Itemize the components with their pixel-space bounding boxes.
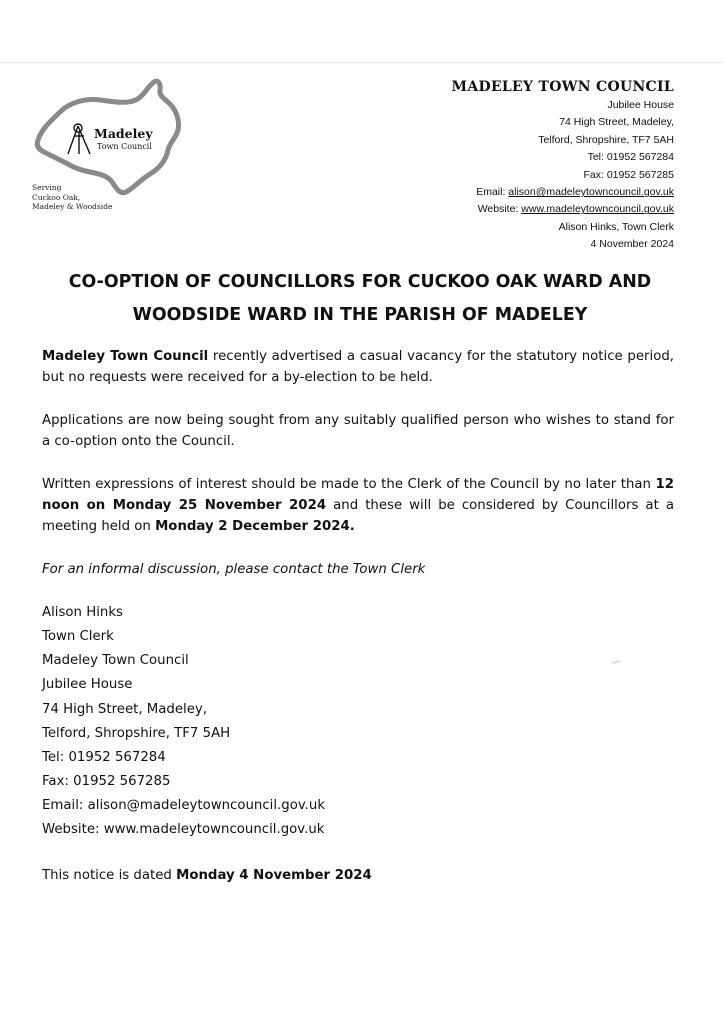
contact-line: Fax: 01952 567285 [42,774,171,790]
letterhead-tel: Tel: 01952 567284 [587,151,674,164]
notice-date-prefix: This notice is dated [42,868,177,883]
logo-subtitle: Town Council [97,142,152,151]
paragraph-applications: Applications are now being sought from any suitably qualified person who wishes to stand for a co-option onto the Council. [42,413,674,449]
deadline-bold: 12 noon on Monday 25 November 2024 [42,477,674,513]
paragraph-deadline [42,474,674,537]
logo-name: Madeley [94,126,153,141]
letterhead-date: 4 November 2024 [590,238,674,251]
contact-line: Alison Hinks [42,605,123,620]
contact-line: Website: www.madeleytowncouncil.gov.uk [42,822,325,838]
email-link[interactable]: alison@madeleytowncouncil.gov.uk [508,186,674,199]
letterhead [452,77,674,254]
paragraph-text: and these will be considered by Councillors at a meeting held on [42,498,674,534]
contact-line: Town Clerk [42,629,114,645]
website-link[interactable]: www.madeleytowncouncil.gov.uk [521,203,674,216]
heading-line: WOODSIDE WARD IN THE PARISH OF MADELEY [132,305,588,325]
contact-line: 74 High Street, Madeley, [42,701,208,717]
contact-line: Jubilee House [42,677,133,693]
contact-line: Email: alison@madeleytowncouncil.gov.uk [42,798,326,814]
letterhead-website-row [452,201,674,218]
paragraph-vacancy [42,346,674,388]
letterhead-address-line: Telford, Shropshire, TF7 5AH [538,133,674,146]
heading-line: CO-OPTION OF COUNCILLORS FOR CUCKOO OAK WARD AND [68,272,652,292]
letterhead-fax: Fax: 01952 567285 [583,168,674,181]
letterhead-email-label: Email: [476,186,509,199]
letterhead-org: MADELEY TOWN COUNCIL [451,79,674,95]
contact-line: Telford, Shropshire, TF7 5AH [42,725,231,741]
paragraph-text: Written expressions of interest should be made to the Clerk of the Council by no later than [42,477,656,492]
meeting-date-bold: Monday 2 December 2024. [155,519,355,534]
notice-date-bold: Monday 4 November 2024 [176,868,372,883]
council-name-bold: Madeley Town Council [42,349,209,364]
logo-serving-text [32,183,152,212]
paragraph-informal: For an informal discussion, please contact the Town Clerk [42,562,426,577]
contact-line: Madeley Town Council [42,653,189,669]
logo-serving-line: Serving [32,183,62,192]
logo-serving-line: Cuckoo Oak, [32,192,81,202]
contact-line: Tel: 01952 567284 [42,749,166,765]
letterhead-address-line: 74 High Street, Madeley, [559,116,674,129]
letterhead-clerk: Alison Hinks, Town Clerk [558,220,674,233]
contact-block [42,601,674,843]
council-logo [30,76,190,226]
notice-heading [30,266,690,332]
letterhead-address-line: Jubilee House [607,99,674,111]
notice-date-line [42,865,674,886]
letterhead-email-row [452,184,674,201]
top-rule [0,62,724,63]
logo-serving-line: Madeley & Woodside [32,202,113,211]
paragraph-text: recently advertised a casual vacancy for the statutory notice period, but no requests were received for a by-election to be held. [42,349,674,385]
letterhead-website-label: Website: [477,203,522,216]
